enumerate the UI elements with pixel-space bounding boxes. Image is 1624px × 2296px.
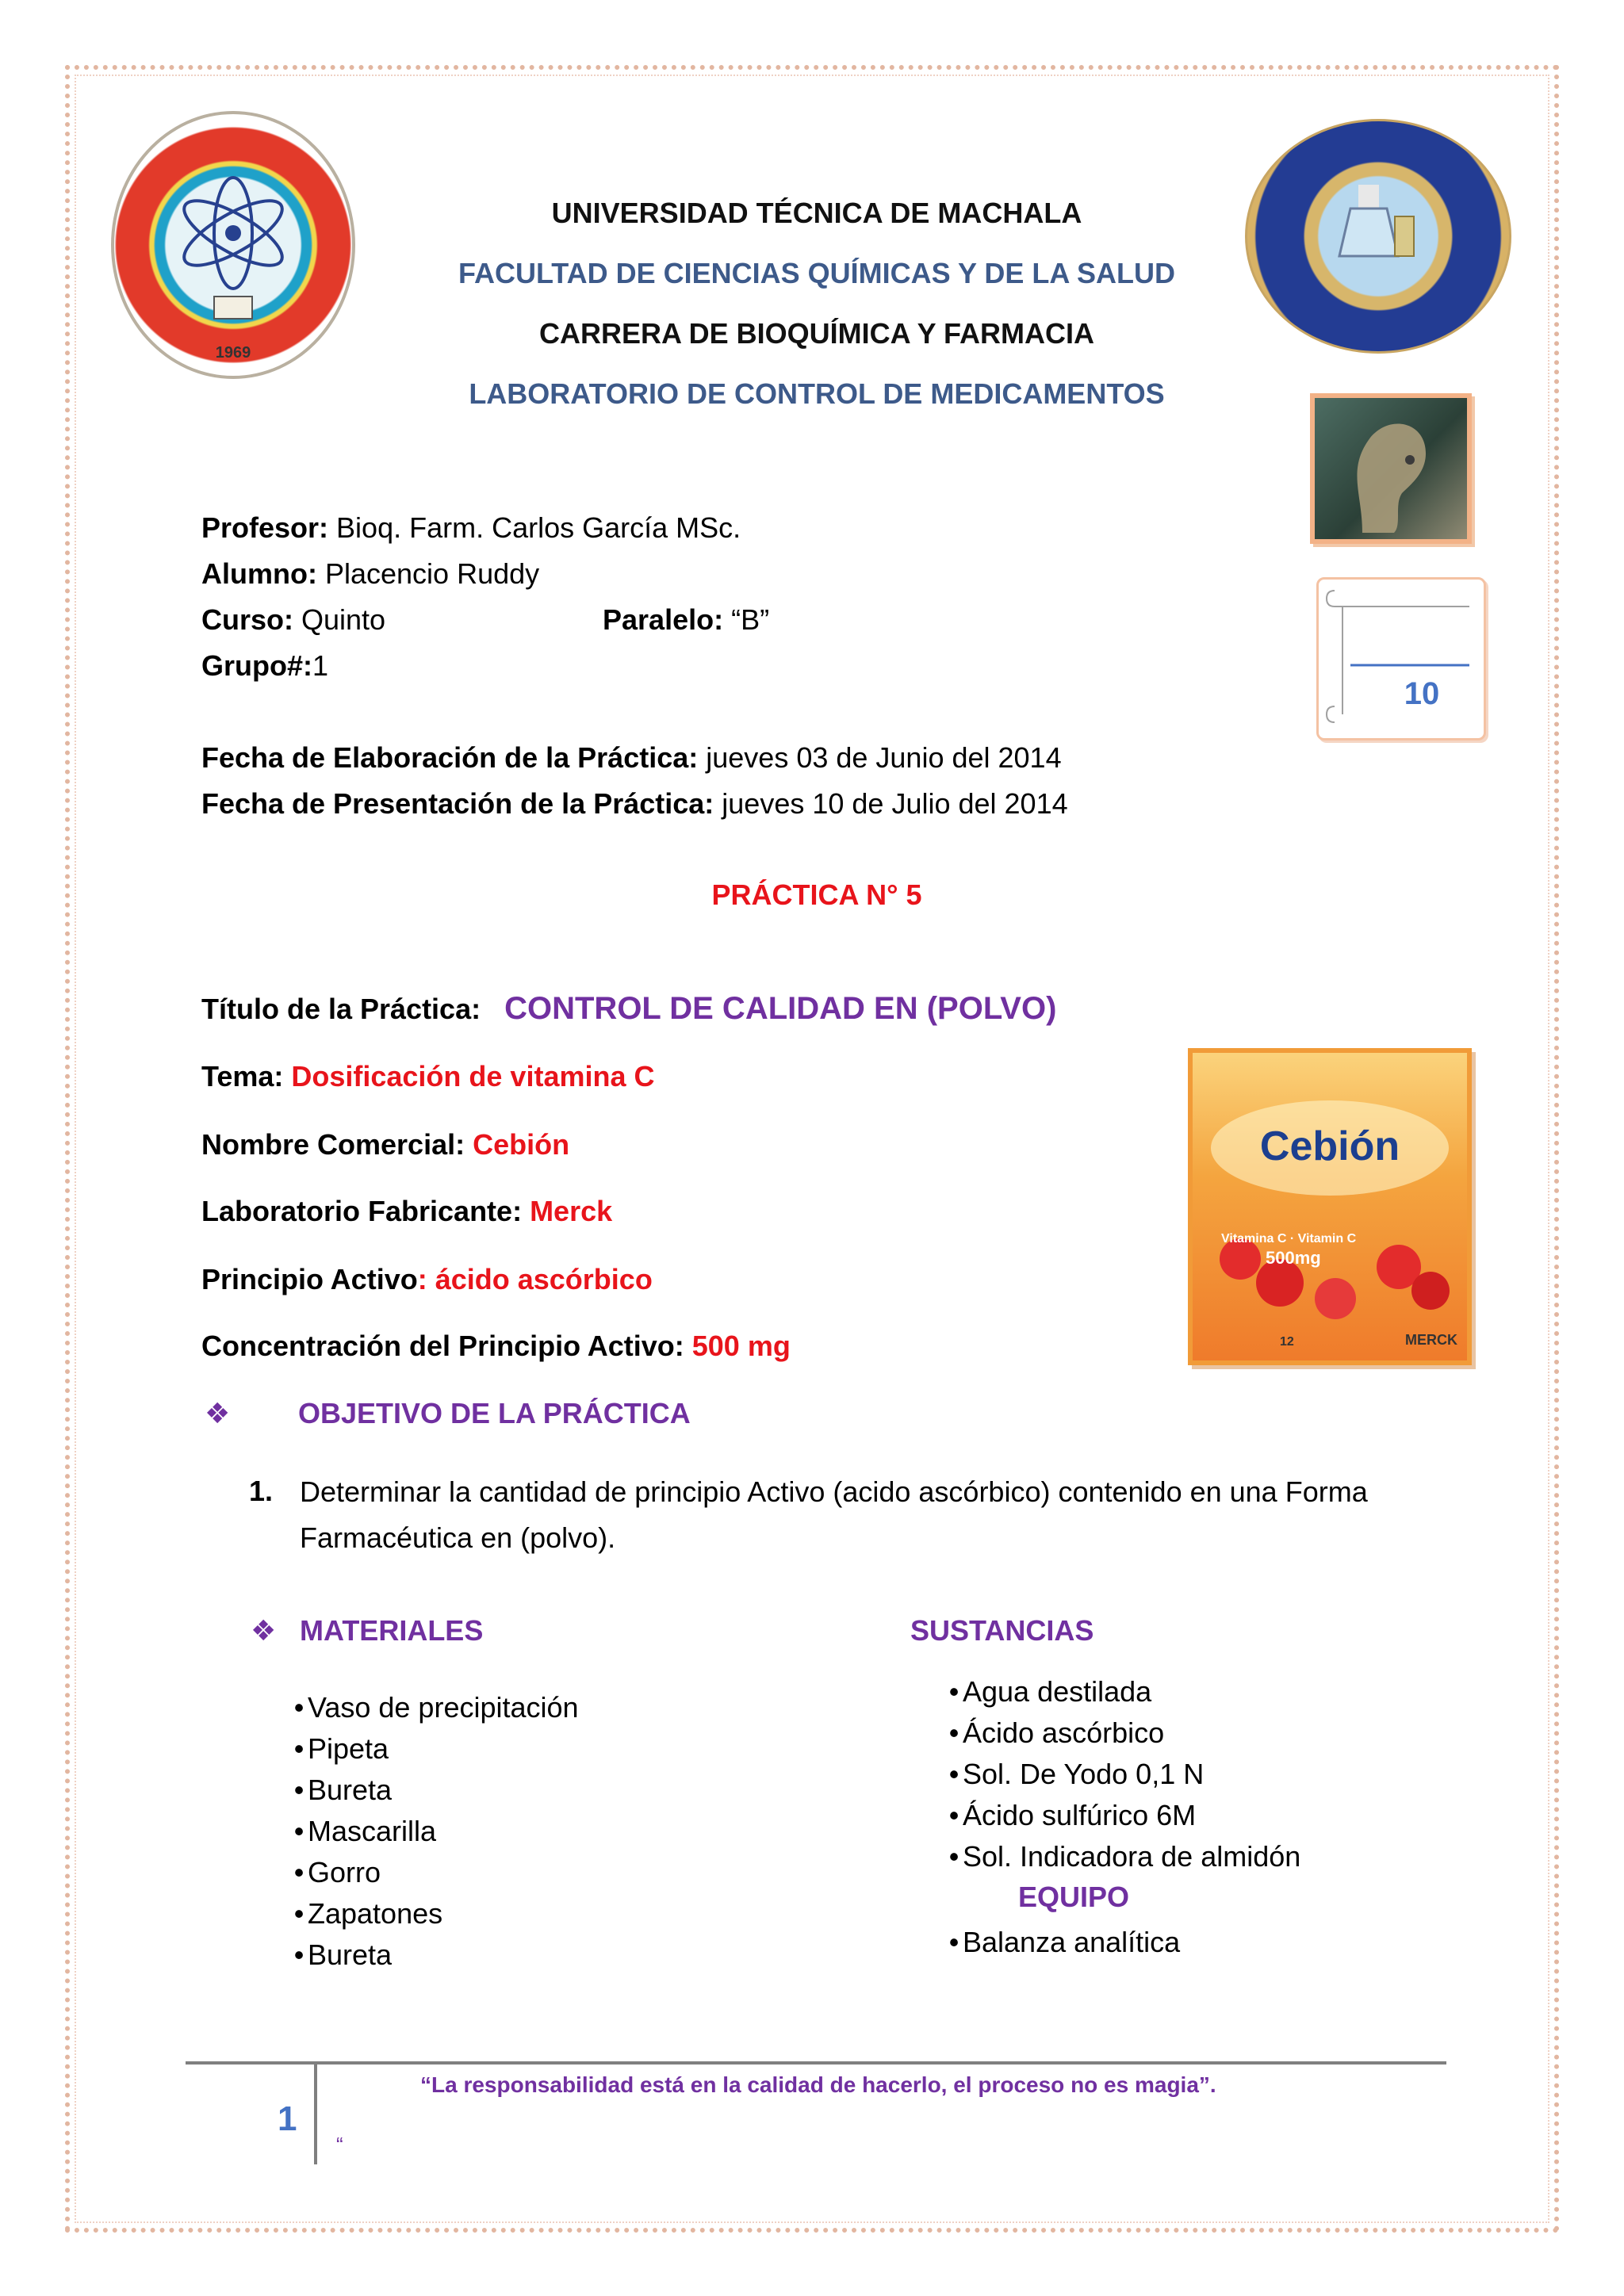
flask-icon bbox=[1247, 121, 1509, 351]
bullet-icon: • bbox=[293, 1774, 304, 1806]
alumno-value: Placencio Ruddy bbox=[316, 557, 540, 590]
profesor-label: Profesor: bbox=[201, 511, 329, 544]
bullet-icon: • bbox=[948, 1758, 959, 1790]
laboratorio-line bbox=[201, 1194, 612, 1229]
list-item-text: Ácido ascórbico bbox=[963, 1716, 1165, 1749]
nombre-comercial-line bbox=[201, 1127, 569, 1162]
bullet-icon: • bbox=[948, 1799, 959, 1831]
curso-line bbox=[201, 603, 385, 637]
grupo-line bbox=[201, 649, 328, 683]
tema-line bbox=[201, 1059, 654, 1094]
list-item-text: Ácido sulfúrico 6M bbox=[963, 1799, 1197, 1831]
list-item-text: Zapatones bbox=[308, 1897, 443, 1930]
lab-title: LABORATORIO DE CONTROL DE MEDICAMENTOS bbox=[469, 377, 1165, 410]
footer-quote: “La responsabilidad está en la calidad de hacerlo, el proceso no es magia”. bbox=[420, 2072, 1216, 2097]
logo-year: 1969 bbox=[215, 344, 251, 362]
list-item-text: Mascarilla bbox=[308, 1815, 437, 1847]
concentracion-label: Concentración del Principio Activo: bbox=[201, 1330, 684, 1362]
paralelo-line bbox=[603, 603, 769, 637]
materiales-list bbox=[290, 1687, 579, 1976]
curso-value: Quinto bbox=[293, 603, 386, 636]
list-item-text: Vaso de precipitación bbox=[308, 1691, 579, 1724]
fecha-elaboracion-label: Fecha de Elaboración de la Práctica: bbox=[201, 741, 699, 774]
product-line1: Vitamina C · Vitamin C bbox=[1221, 1232, 1357, 1246]
list-item-text: Bureta bbox=[308, 1774, 393, 1806]
list-item-text: Bureta bbox=[308, 1938, 393, 1971]
diamond-bullet-icon: ❖ bbox=[205, 1397, 231, 1429]
bullet-icon: • bbox=[293, 1815, 304, 1847]
profesor-line bbox=[201, 511, 741, 545]
objetivo-heading: OBJETIVO DE LA PRÁCTICA bbox=[298, 1397, 691, 1429]
practica-number: PRÁCTICA N° 5 bbox=[711, 878, 922, 911]
list-item bbox=[945, 1795, 1300, 1836]
grade-scroll bbox=[1316, 577, 1486, 740]
fecha-presentacion-label: Fecha de Presentación de la Práctica: bbox=[201, 787, 714, 820]
concentracion-line bbox=[201, 1329, 791, 1364]
list-item bbox=[945, 1712, 1300, 1754]
materiales-heading: MATERIALES bbox=[300, 1614, 484, 1647]
product-image bbox=[1188, 1048, 1472, 1365]
page-number: 1 bbox=[278, 2099, 297, 2138]
bullet-icon: • bbox=[948, 1926, 959, 1958]
list-item bbox=[290, 1811, 579, 1852]
equipo-list bbox=[945, 1922, 1180, 1963]
nombre-comercial-value: Cebión bbox=[465, 1128, 570, 1161]
list-item bbox=[945, 1754, 1300, 1795]
laboratorio-value: Merck bbox=[522, 1195, 613, 1227]
laboratorio-label: Laboratorio Fabricante: bbox=[201, 1195, 523, 1227]
nombre-comercial-label: Nombre Comercial: bbox=[201, 1128, 465, 1161]
titulo-line bbox=[201, 991, 1056, 1027]
bullet-icon: • bbox=[948, 1840, 959, 1873]
fecha-elaboracion-line bbox=[201, 740, 1062, 775]
objetivo-line1: Determinar la cantidad de principio Activo (acido ascórbico) contenido en una Forma bbox=[300, 1475, 1368, 1508]
bullet-icon: • bbox=[293, 1897, 304, 1930]
fecha-presentacion-value: jueves 10 de Julio del 2014 bbox=[714, 787, 1068, 820]
bullet-icon: • bbox=[293, 1732, 304, 1765]
equipo-heading: EQUIPO bbox=[1018, 1881, 1130, 1913]
footer-mark: “ bbox=[336, 2133, 343, 2156]
faculty-logo bbox=[1245, 119, 1511, 354]
alumno-line bbox=[201, 557, 539, 591]
product-count: 12 bbox=[1280, 1335, 1294, 1349]
statue-image bbox=[1315, 398, 1467, 539]
list-item bbox=[290, 1728, 579, 1770]
fecha-elaboracion-value: jueves 03 de Junio del 2014 bbox=[698, 741, 1062, 774]
list-item-text: Sol. Indicadora de almidón bbox=[963, 1840, 1301, 1873]
objetivo-line2: Farmacéutica en (polvo). bbox=[300, 1521, 616, 1554]
faculty-title: FACULTAD DE CIENCIAS QUÍMICAS Y DE LA SALUD bbox=[458, 257, 1176, 289]
grupo-label: Grupo#: bbox=[201, 649, 312, 682]
list-item bbox=[945, 1922, 1180, 1963]
list-item-text: Sol. De Yodo 0,1 N bbox=[963, 1758, 1205, 1790]
scroll-icon bbox=[1319, 580, 1484, 738]
paralelo-value: “B” bbox=[723, 603, 770, 636]
grupo-value: 1 bbox=[312, 649, 329, 682]
sustancias-list bbox=[945, 1671, 1300, 1877]
list-item-text: Pipeta bbox=[308, 1732, 389, 1765]
statue-photo bbox=[1310, 393, 1472, 544]
footer-divider bbox=[186, 2061, 1446, 2064]
grade-value: 10 bbox=[1404, 676, 1440, 711]
list-item-text: Balanza analítica bbox=[963, 1926, 1181, 1958]
atom-icon bbox=[114, 114, 352, 376]
product-artwork bbox=[1193, 1053, 1467, 1360]
footer-vertical-divider bbox=[314, 2064, 317, 2164]
profesor-value: Bioq. Farm. Carlos García MSc. bbox=[328, 511, 741, 544]
fecha-presentacion-line bbox=[201, 786, 1068, 821]
tema-value: Dosificación de vitamina C bbox=[283, 1060, 655, 1093]
university-title: UNIVERSIDAD TÉCNICA DE MACHALA bbox=[551, 197, 1082, 229]
list-item bbox=[290, 1852, 579, 1893]
principio-label: Principio Activo bbox=[201, 1263, 418, 1295]
product-brand: Cebión bbox=[1259, 1123, 1400, 1169]
paralelo-label: Paralelo: bbox=[603, 603, 724, 636]
diamond-bullet-icon: ❖ bbox=[251, 1614, 277, 1647]
objetivo-number: 1. bbox=[249, 1475, 274, 1507]
list-item bbox=[290, 1770, 579, 1811]
alumno-label: Alumno: bbox=[201, 557, 317, 590]
list-item-text: Agua destilada bbox=[963, 1675, 1152, 1708]
principio-line bbox=[201, 1262, 653, 1297]
titulo-value: CONTROL DE CALIDAD EN (POLVO) bbox=[504, 991, 1057, 1026]
list-item bbox=[945, 1671, 1300, 1712]
titulo-label: Título de la Práctica: bbox=[201, 993, 481, 1025]
bullet-icon: • bbox=[293, 1691, 304, 1724]
curso-label: Curso: bbox=[201, 603, 293, 636]
bullet-icon: • bbox=[293, 1856, 304, 1888]
list-item-text: Gorro bbox=[308, 1856, 381, 1888]
list-item bbox=[290, 1893, 579, 1934]
bullet-icon: • bbox=[948, 1716, 959, 1749]
career-title: CARRERA DE BIOQUÍMICA Y FARMACIA bbox=[538, 317, 1095, 350]
product-maker: MERCK bbox=[1405, 1332, 1457, 1348]
concentracion-value: 500 mg bbox=[684, 1330, 791, 1362]
sustancias-heading: SUSTANCIAS bbox=[910, 1614, 1094, 1647]
list-item bbox=[945, 1836, 1300, 1877]
list-item bbox=[290, 1934, 579, 1976]
bullet-icon: • bbox=[293, 1938, 304, 1971]
principio-value: : ácido ascórbico bbox=[417, 1263, 653, 1295]
university-logo bbox=[111, 111, 355, 379]
list-item bbox=[290, 1687, 579, 1728]
bullet-icon: • bbox=[948, 1675, 959, 1708]
tema-label: Tema: bbox=[201, 1060, 284, 1093]
product-dose: 500mg bbox=[1266, 1248, 1321, 1268]
